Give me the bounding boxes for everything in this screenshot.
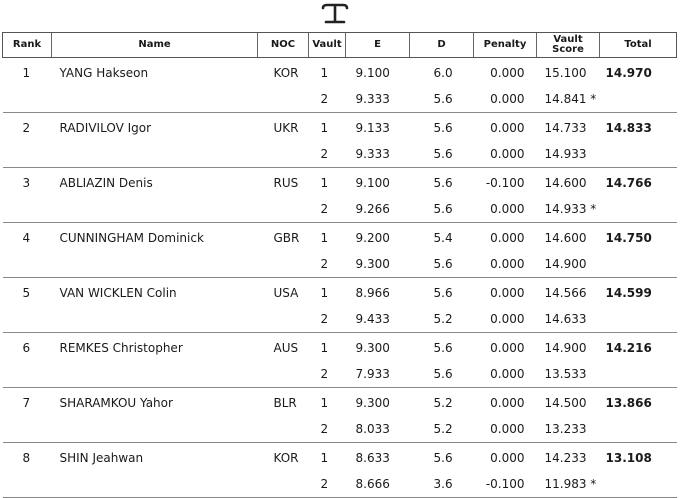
rank-cell-empty [3, 471, 52, 498]
header-e: E [346, 33, 410, 58]
header-vault-score [537, 33, 600, 58]
table-row [3, 223, 677, 252]
noc-cell: KOR [273, 66, 299, 80]
header-vault: Vault [309, 33, 346, 58]
table-row [3, 86, 677, 113]
rank-cell-empty [3, 306, 52, 333]
rank-cell-empty [3, 416, 52, 443]
d-score: 5.2 [433, 396, 453, 410]
table-row [3, 141, 677, 168]
vault-score: 13.533 [537, 361, 600, 388]
header-penalty: Penalty [474, 33, 537, 58]
noc-cell: UKR [273, 121, 299, 135]
vault-number: 2 [309, 416, 346, 443]
athlete-name: SHARAMKOU Yahor [59, 396, 173, 410]
total-score: 14.216 [605, 341, 652, 355]
rank-cell: 2 [22, 121, 31, 135]
rank-cell-empty [3, 361, 52, 388]
vault-number: 1 [320, 231, 329, 245]
rank-cell-empty [3, 251, 52, 278]
vault-number: 2 [309, 361, 346, 388]
athlete-name: RADIVILOV Igor [59, 121, 152, 135]
table-row [3, 416, 677, 443]
table-row [3, 471, 677, 498]
rank-cell-empty [3, 86, 52, 113]
vault-score: 14.233 [544, 451, 587, 465]
vault-number: 2 [309, 141, 346, 168]
vault-number: 1 [320, 341, 329, 355]
vault-number: 2 [309, 251, 346, 278]
e-score: 9.300 [355, 396, 390, 410]
table-row [3, 58, 677, 87]
total-score-empty [600, 471, 677, 498]
vault-number: 2 [309, 471, 346, 498]
header-vault-score-line1: Vault [553, 34, 583, 45]
d-score: 5.6 [433, 176, 453, 190]
rank-cell-empty [3, 141, 52, 168]
penalty: 0.000 [490, 341, 525, 355]
vault-score: 14.933 [537, 141, 600, 168]
penalty: -0.100 [485, 176, 525, 190]
vault-number: 1 [320, 121, 329, 135]
vault-pictogram-icon [320, 3, 350, 25]
d-score: 5.6 [410, 86, 474, 113]
results-body [3, 58, 677, 498]
total-score: 14.970 [605, 66, 652, 80]
penalty: 0.000 [490, 451, 525, 465]
vault-score: 14.500 [544, 396, 587, 410]
vault-number: 2 [309, 86, 346, 113]
athlete-name: ABLIAZIN Denis [59, 176, 153, 190]
d-score: 5.4 [433, 231, 453, 245]
penalty: 0.000 [474, 86, 537, 113]
noc-cell-empty [258, 471, 309, 498]
vault-number: 1 [320, 286, 329, 300]
rank-cell: 3 [22, 176, 31, 190]
header-d: D [410, 33, 474, 58]
vault-number: 1 [320, 396, 329, 410]
header-name: Name [52, 33, 258, 58]
e-score: 9.100 [355, 176, 390, 190]
e-score: 9.266 [346, 196, 410, 223]
athlete-name-empty [52, 141, 258, 168]
table-header [3, 33, 677, 58]
athlete-name: CUNNINGHAM Dominick [59, 231, 204, 245]
d-score: 5.2 [410, 416, 474, 443]
noc-cell: GBR [273, 231, 300, 245]
penalty: 0.000 [490, 121, 525, 135]
athlete-name-empty [52, 196, 258, 223]
vault-score: 14.566 [544, 286, 587, 300]
total-score: 14.750 [605, 231, 652, 245]
athlete-name: VAN WICKLEN Colin [59, 286, 177, 300]
table-row [3, 278, 677, 307]
e-score: 9.300 [346, 251, 410, 278]
penalty: -0.100 [474, 471, 537, 498]
penalty: 0.000 [490, 231, 525, 245]
e-score: 8.633 [355, 451, 390, 465]
noc-cell-empty [258, 251, 309, 278]
rank-cell: 7 [22, 396, 31, 410]
penalty: 0.000 [490, 286, 525, 300]
vault-score: 15.100 [544, 66, 587, 80]
e-score: 9.433 [346, 306, 410, 333]
table-row [3, 196, 677, 223]
penalty: 0.000 [474, 251, 537, 278]
total-score-empty [600, 251, 677, 278]
athlete-name-empty [52, 86, 258, 113]
d-score: 5.6 [410, 141, 474, 168]
d-score: 5.6 [410, 196, 474, 223]
table-row [3, 168, 677, 197]
d-score: 5.6 [433, 341, 453, 355]
d-score: 5.6 [433, 286, 453, 300]
athlete-name-empty [52, 471, 258, 498]
vault-score: 14.733 [544, 121, 587, 135]
vault-number: 2 [309, 306, 346, 333]
noc-cell: BLR [273, 396, 297, 410]
table-row [3, 333, 677, 362]
penalty: 0.000 [474, 416, 537, 443]
athlete-name-empty [52, 251, 258, 278]
noc-cell-empty [258, 196, 309, 223]
header-vault-score-line2: Score [552, 44, 584, 55]
noc-cell-empty [258, 141, 309, 168]
rank-cell: 8 [22, 451, 31, 465]
d-score: 5.6 [410, 251, 474, 278]
e-score: 7.933 [346, 361, 410, 388]
penalty: 0.000 [490, 66, 525, 80]
d-score: 6.0 [433, 66, 453, 80]
vault-number: 1 [320, 451, 329, 465]
total-score: 14.599 [605, 286, 652, 300]
noc-cell-empty [258, 416, 309, 443]
total-score: 14.766 [605, 176, 652, 190]
vault-score: 14.600 [544, 176, 587, 190]
e-score: 9.300 [355, 341, 390, 355]
total-score: 14.833 [605, 121, 652, 135]
vault-number: 2 [309, 196, 346, 223]
noc-cell: USA [273, 286, 299, 300]
vault-number: 1 [320, 176, 329, 190]
table-row [3, 113, 677, 142]
vault-score: 14.900 [537, 251, 600, 278]
total-score: 13.108 [605, 451, 652, 465]
total-score-empty [600, 141, 677, 168]
results-table [2, 32, 677, 498]
d-score: 5.6 [433, 121, 453, 135]
table-row [3, 361, 677, 388]
total-score: 13.866 [605, 396, 652, 410]
header-total: Total [600, 33, 677, 58]
rank-cell: 5 [22, 286, 31, 300]
penalty: 0.000 [474, 196, 537, 223]
total-score-empty [600, 86, 677, 113]
noc-cell: KOR [273, 451, 299, 465]
athlete-name-empty [52, 361, 258, 388]
d-score: 5.6 [410, 361, 474, 388]
table-row [3, 251, 677, 278]
vault-score: 14.933 * [537, 196, 600, 223]
e-score: 9.333 [346, 141, 410, 168]
noc-cell-empty [258, 361, 309, 388]
noc-cell: RUS [273, 176, 299, 190]
e-score: 8.033 [346, 416, 410, 443]
athlete-name-empty [52, 306, 258, 333]
athlete-name: SHIN Jeahwan [59, 451, 144, 465]
rank-cell: 1 [22, 66, 31, 80]
d-score: 5.6 [433, 451, 453, 465]
e-score: 8.966 [355, 286, 390, 300]
vault-score: 11.983 * [537, 471, 600, 498]
e-score: 9.333 [346, 86, 410, 113]
penalty: 0.000 [474, 141, 537, 168]
penalty: 0.000 [474, 361, 537, 388]
vault-score: 14.900 [544, 341, 587, 355]
total-score-empty [600, 196, 677, 223]
total-score-empty [600, 306, 677, 333]
athlete-name-empty [52, 416, 258, 443]
penalty: 0.000 [474, 306, 537, 333]
noc-cell: AUS [273, 341, 299, 355]
d-score: 3.6 [410, 471, 474, 498]
vault-score: 14.841 * [537, 86, 600, 113]
total-score-empty [600, 361, 677, 388]
rank-cell: 6 [22, 341, 31, 355]
table-row [3, 443, 677, 472]
noc-cell-empty [258, 306, 309, 333]
penalty: 0.000 [490, 396, 525, 410]
vault-score: 14.600 [544, 231, 587, 245]
header-rank: Rank [3, 33, 52, 58]
table-row [3, 306, 677, 333]
e-score: 8.666 [346, 471, 410, 498]
athlete-name: REMKES Christopher [59, 341, 183, 355]
e-score: 9.200 [355, 231, 390, 245]
e-score: 9.100 [355, 66, 390, 80]
rank-cell-empty [3, 196, 52, 223]
total-score-empty [600, 416, 677, 443]
vault-score: 14.633 [537, 306, 600, 333]
table-row [3, 388, 677, 417]
noc-cell-empty [258, 86, 309, 113]
rank-cell: 4 [22, 231, 31, 245]
e-score: 9.133 [355, 121, 390, 135]
athlete-name: YANG Hakseon [59, 66, 149, 80]
vault-score: 13.233 [537, 416, 600, 443]
header-noc: NOC [258, 33, 309, 58]
d-score: 5.2 [410, 306, 474, 333]
vault-number: 1 [320, 66, 329, 80]
